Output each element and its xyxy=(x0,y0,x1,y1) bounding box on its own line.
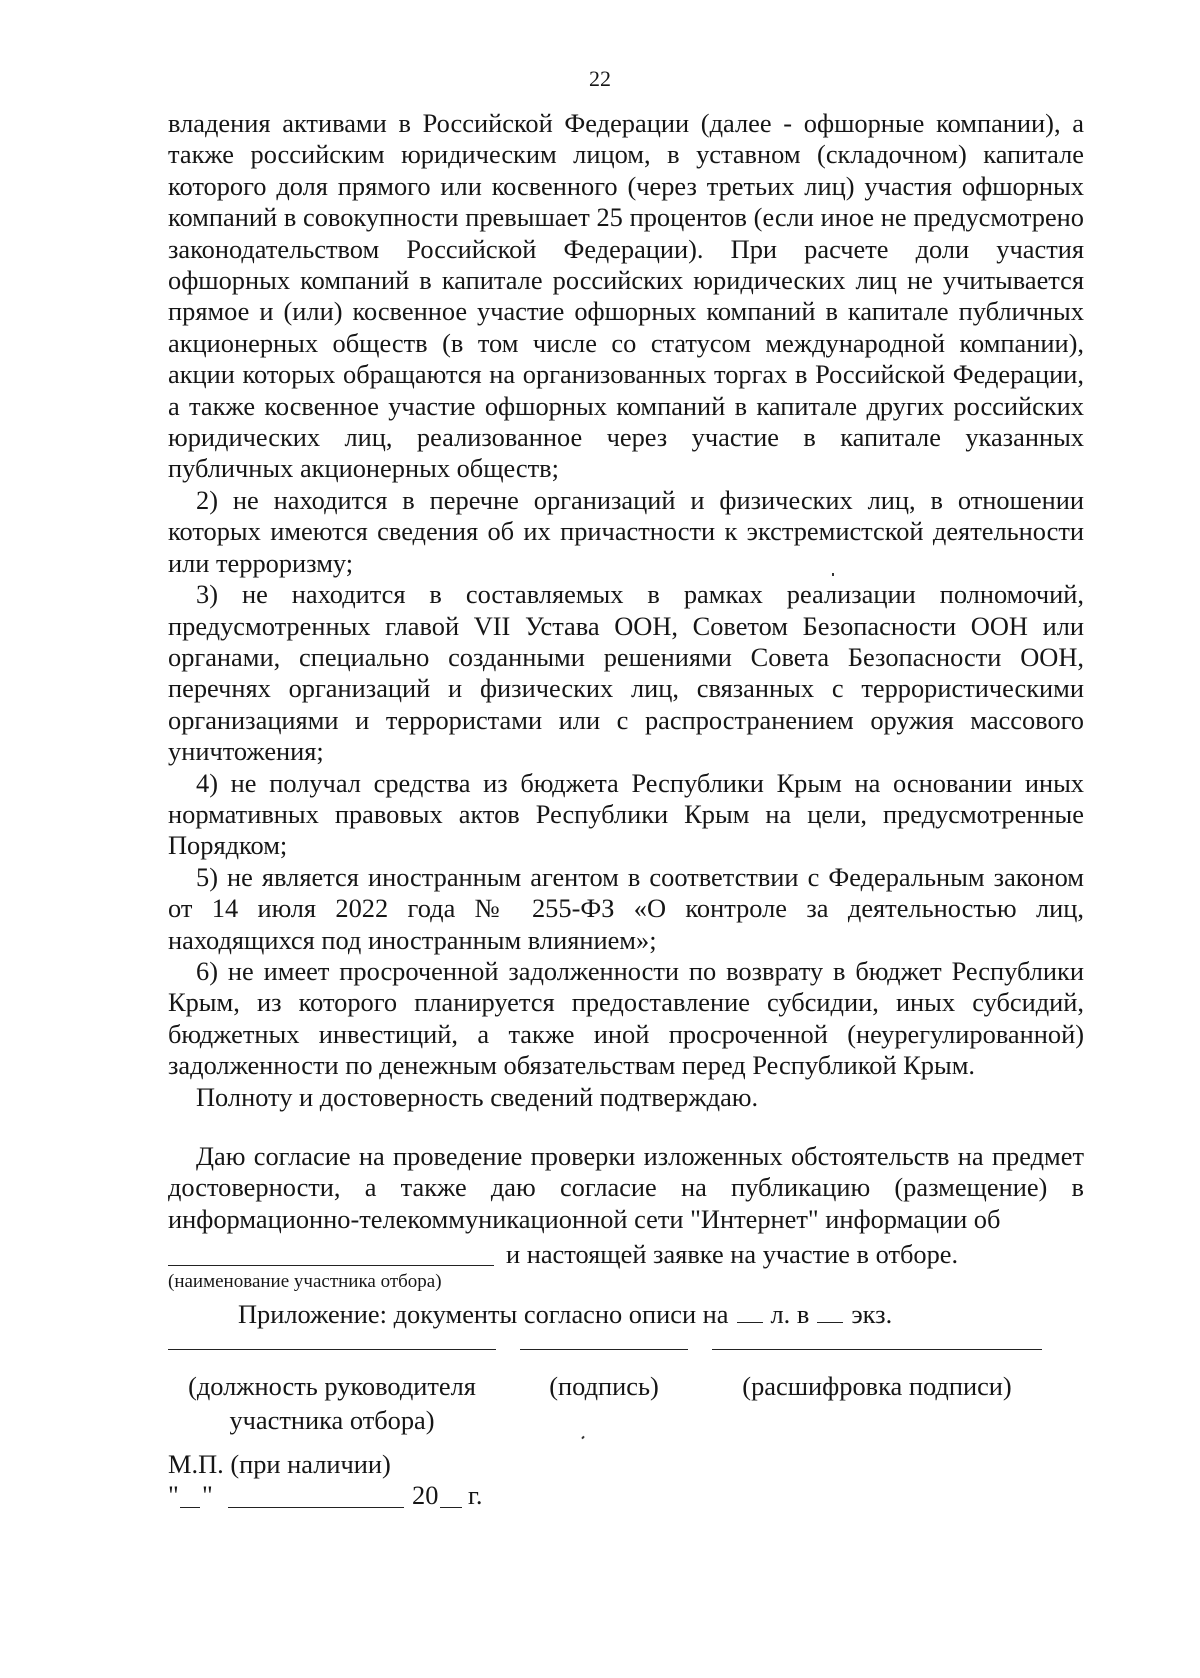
signature-line xyxy=(520,1349,688,1350)
year-prefix: 20 xyxy=(412,1480,439,1510)
date-open-quote: " xyxy=(168,1480,179,1510)
scan-speck xyxy=(581,1436,584,1440)
decoding-caption: (расшифровка подписи) xyxy=(742,1371,1012,1401)
copies-blank xyxy=(817,1321,843,1323)
position-line xyxy=(168,1349,496,1350)
attachment-prefix: Приложение: документы согласно описи на xyxy=(238,1299,729,1329)
attachment-middle: л. в xyxy=(770,1299,810,1329)
paragraph-offshore: владения активами в Российской Федерации (далее - офшорные компании), а также российским юридическим лицом, в уставном (складочном) капитале которого доля прямого или косвенного (через третьих лиц) участия офшорных компаний в совокупности превышает 25 процентов (если иное не предусмотрено законодательством Российской Федерации). При расчете доли участия офшорных компаний в капитале российских юридических лиц не учитывается прямое и (или) косвенное участие офшорных компаний в капитале публичных акционерных обществ (в том числе со статусом международной компании), акции которых обращаются на организованных торгах в Российской Федерации, а также косвенное участие офшорных компаний в капитале других российских юридических лиц, реализованное через участие в капитале указанных публичных акционерных обществ; xyxy=(168,108,1084,484)
date-row xyxy=(168,1480,568,1514)
year-blank xyxy=(440,1507,462,1508)
date-close-quote: " xyxy=(202,1480,213,1510)
consent-text: Даю согласие на проведение проверки изложенных обстоятельств на предмет достоверности, а также даю согласие на публикацию (размещение) в информационно-телекоммуникационной сети "Интернет" информации об xyxy=(168,1141,1084,1234)
signature-caption: (подпись) xyxy=(549,1371,659,1401)
position-caption-line2: участника отбора) xyxy=(229,1405,435,1435)
position-caption xyxy=(168,1369,496,1437)
stamp-label: М.П. (при наличии) xyxy=(168,1449,391,1479)
consent-tail: и настоящей заявке на участие в отборе. xyxy=(506,1239,959,1269)
paragraph-item-2: 2) не находится в перечне организаций и физических лиц, в отношении которых имеются сведения об их причастности к экстремистской деятельности или терроризму; xyxy=(168,484,1084,578)
paragraph-item-6: 6) не имеет просроченной задолженности по возврату в бюджет Республики Крым, из которого планируется предоставление субсидии, иных субсидий, бюджетных инвестиций, а также иной просроченной (неурегулированной) задолженности по денежным обязательствам перед Республикой Крым. xyxy=(168,955,1084,1081)
scan-speck xyxy=(832,573,834,576)
position-caption-line1: (должность руководителя xyxy=(188,1371,476,1401)
year-suffix: г. xyxy=(468,1480,483,1510)
participant-name-blank xyxy=(168,1265,494,1266)
participant-name-caption: (наименование участника отбора) xyxy=(168,1271,442,1292)
document-body xyxy=(168,108,1084,1113)
participant-name-row xyxy=(168,1237,1084,1269)
signature-lines xyxy=(0,1349,1200,1353)
day-blank xyxy=(180,1507,200,1508)
page-number: 22 xyxy=(589,66,611,91)
paragraph-item-4: 4) не получал средства из бюджета Республики Крым на основании иных нормативных правовых актов Республики Крым на цели, предусмотренные Порядком; xyxy=(168,767,1084,861)
decoding-line xyxy=(712,1349,1042,1350)
paragraph-item-3: 3) не находится в составляемых в рамках реализации полномочий, предусмотренных главой VII Устава ООН, Советом Безопасности ООН или органами, специально созданными решениями Совета Безопасности ООН, перечнях организаций и физических лиц, связанных с террористическими организациями и террористами или с распространением оружия массового уничтожения; xyxy=(168,579,1084,767)
attachment-suffix: экз. xyxy=(851,1299,893,1329)
month-blank xyxy=(228,1507,404,1508)
paragraph-item-5: 5) не является иностранным агентом в соответствии с Федеральным законом от 14 июля 2022 года № 255-ФЗ «О контроле за деятельностью лиц, находящихся под иностранным влиянием»; xyxy=(168,861,1084,955)
sheets-blank xyxy=(737,1321,763,1323)
consent-block xyxy=(168,1141,1084,1235)
attachment-line xyxy=(238,1299,892,1330)
paragraph-confirmation: Полноту и достоверность сведений подтверждаю. xyxy=(196,1081,759,1112)
